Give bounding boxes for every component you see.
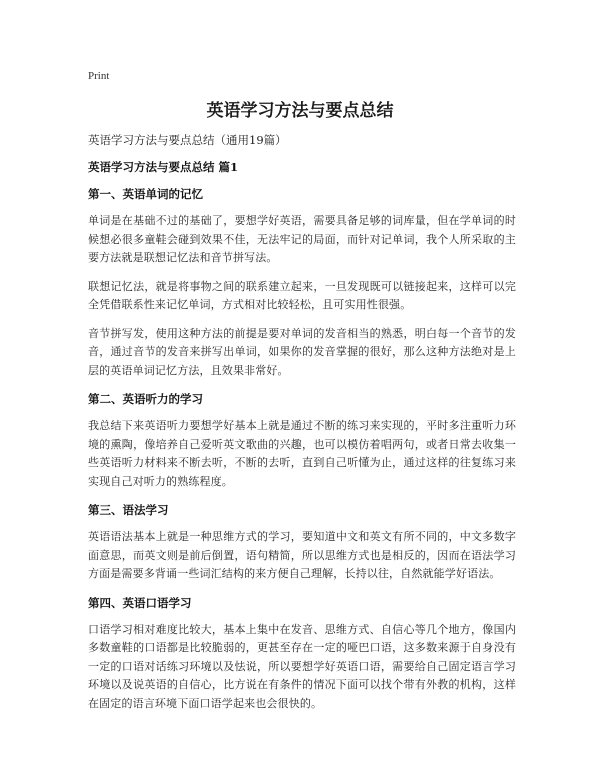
section-heading: 第二、英语听力的学习 — [88, 392, 203, 406]
paragraph: 英语语法基本上就是一种思维方式的学习，要知道中文和英文有所不同的，中文多数字面意思，而英文则是前后倒置，语句精简，所以思维方式也是相反的，因而在语法学习方面是需要多背诵一些词汇结构的来方便自己理解，长持以往，自然就能学好语法。 — [88, 530, 516, 580]
section-heading: 第三、语法学习 — [88, 503, 169, 517]
section-listening — [88, 390, 516, 491]
paragraph: 联想记忆法，就是将事物之间的联系建立起来，一旦发现既可以链接起来，这样可以完全凭借联系性来记忆单词，方式相对比较轻松，且可实用性很强。 — [88, 279, 516, 311]
print-link[interactable]: Print — [88, 70, 110, 82]
paragraph: 音节拼写发，使用这种方法的前提是要对单词的发音相当的熟悉，明白每一个音节的发音，通过音节的发音来拼写出单词，如果你的发音掌握的很好，那么这种方法绝对是上层的英语单词记忆方法，且效果非常好。 — [88, 326, 516, 377]
paragraph: 口语学习相对难度比较大，基本上集中在发音、思维方式、自信心等几个地方，像国内多数童鞋的口语都是比较脆弱的，更甚至存在一定的哑巴口语，这多数来源于自身没有一定的口语对话练习环境以及怯说，所以要想学好英语口语，需要给自己固定语言学习环境以及说英语的自信心，比方说在有条件的情况下面可以找个带有外教的机构，这样在固定的语言环境下面口语学起来也会很快的。 — [88, 622, 516, 710]
document-subtitle: 英语学习方法与要点总结（通用19篇） — [88, 133, 287, 147]
document-body — [88, 131, 516, 723]
section-heading: 第四、英语口语学习 — [88, 595, 192, 610]
paragraph: 我总结下来英语听力要想学好基本上就是通过不断的练习来实现的，平时多注重听力环境的熏陶，像培养自己爱听英文歌曲的兴趣，也可以模仿着唱两句，或者日常去收集一些英语听力材料来不断去听，不断的去听，直到自己听懂为止，通过这样的往复练习来实现自己对听力的熟练程度。 — [88, 419, 516, 488]
section-heading: 第一、英语单词的记忆 — [88, 187, 203, 201]
section-speaking — [88, 594, 516, 714]
section-grammar — [88, 501, 516, 584]
part-title: 英语学习方法与要点总结 篇1 — [88, 160, 239, 174]
document-title: 英语学习方法与要点总结 — [206, 101, 394, 121]
section-word-memory — [88, 185, 516, 380]
paragraph: 单词是在基础不过的基础了，要想学好英语，需要具备足够的词库量，但在学单词的时候想必很多童鞋会碰到效果不佳，无法牢记的局面，而针对记单词，我个人所采取的主要方法就是联想记忆法和音节拼写法。 — [88, 214, 516, 264]
